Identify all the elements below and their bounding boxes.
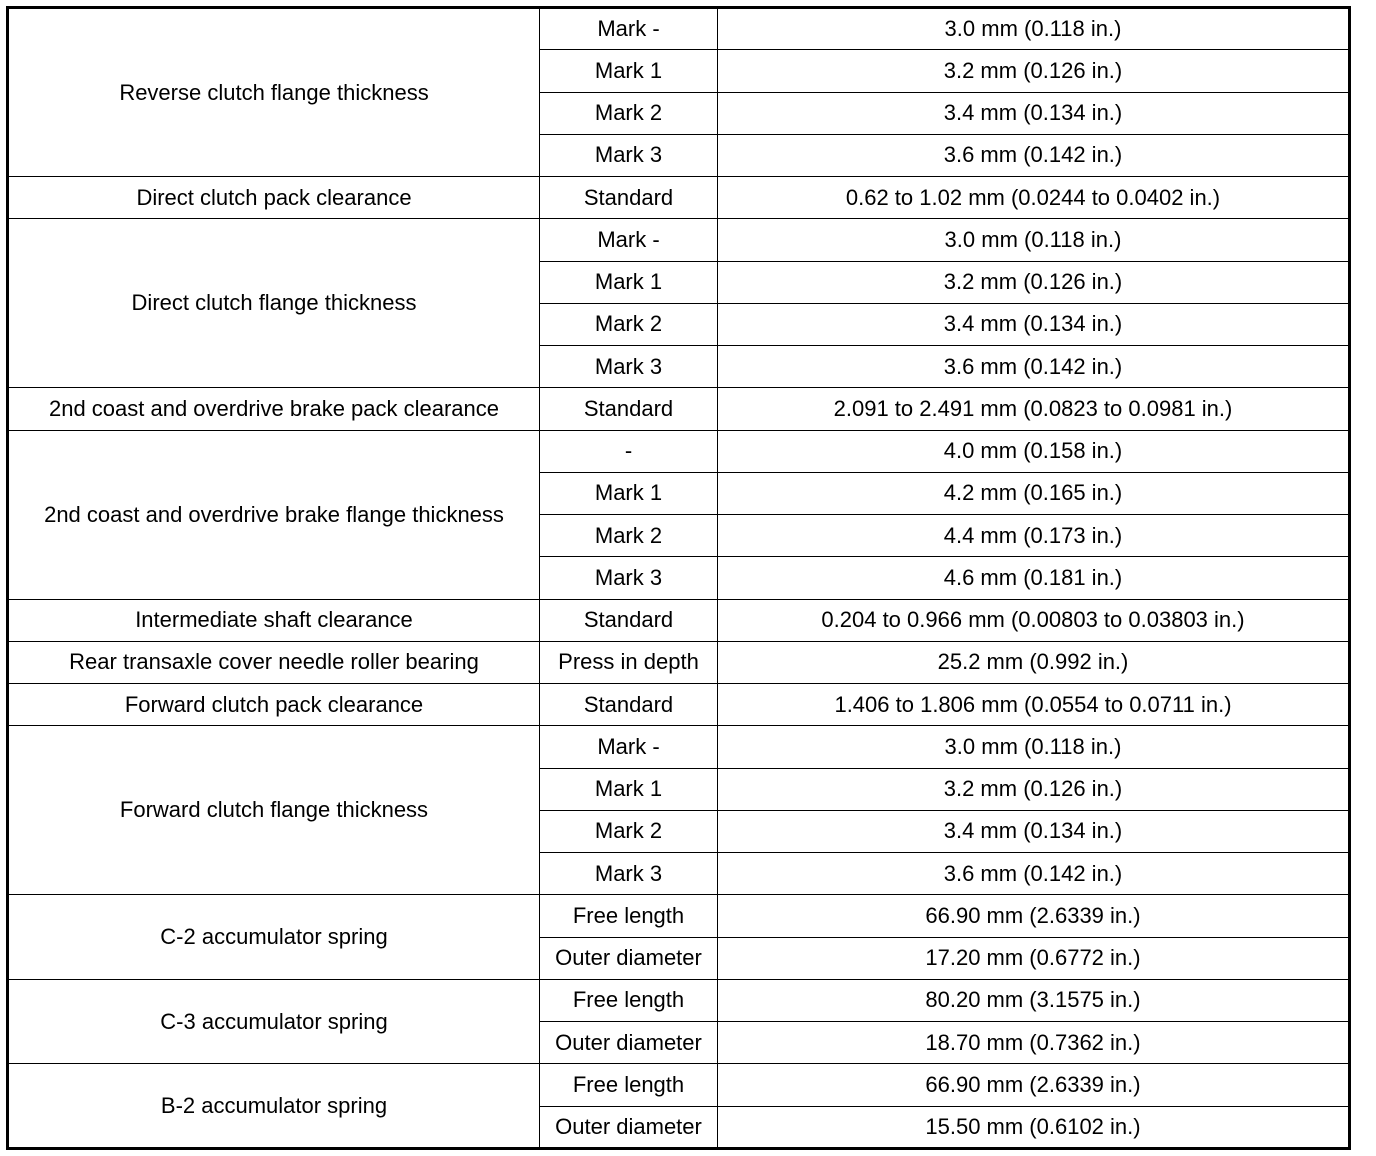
condition-cell: Press in depth xyxy=(540,641,718,683)
value-cell: 66.90 mm (2.6339 in.) xyxy=(718,1064,1350,1106)
value-cell: 15.50 mm (0.6102 in.) xyxy=(718,1106,1350,1149)
value-cell: 4.2 mm (0.165 in.) xyxy=(718,472,1350,514)
value-cell: 3.6 mm (0.142 in.) xyxy=(718,134,1350,176)
value-cell: 0.204 to 0.966 mm (0.00803 to 0.03803 in.) xyxy=(718,599,1350,641)
value-cell: 3.2 mm (0.126 in.) xyxy=(718,50,1350,92)
condition-cell: Mark 3 xyxy=(540,853,718,895)
item-cell: C-2 accumulator spring xyxy=(8,895,540,980)
item-cell: Intermediate shaft clearance xyxy=(8,599,540,641)
value-cell: 3.4 mm (0.134 in.) xyxy=(718,92,1350,134)
table-row xyxy=(8,219,1350,261)
condition-cell: Outer diameter xyxy=(540,1022,718,1064)
condition-cell: Mark 2 xyxy=(540,303,718,345)
condition-cell: Mark 2 xyxy=(540,810,718,852)
table-row xyxy=(8,1064,1350,1106)
condition-cell: Standard xyxy=(540,684,718,726)
table-row xyxy=(8,641,1350,683)
condition-cell: Free length xyxy=(540,895,718,937)
value-cell: 2.091 to 2.491 mm (0.0823 to 0.0981 in.) xyxy=(718,388,1350,430)
table-row xyxy=(8,726,1350,768)
value-cell: 3.2 mm (0.126 in.) xyxy=(718,261,1350,303)
table-row xyxy=(8,388,1350,430)
table-row xyxy=(8,430,1350,472)
value-cell: 3.0 mm (0.118 in.) xyxy=(718,219,1350,261)
condition-cell: Mark 1 xyxy=(540,261,718,303)
item-cell: Direct clutch flange thickness xyxy=(8,219,540,388)
condition-cell: Mark 3 xyxy=(540,557,718,599)
value-cell: 3.0 mm (0.118 in.) xyxy=(718,8,1350,50)
item-cell: Direct clutch pack clearance xyxy=(8,177,540,219)
condition-cell: Mark 2 xyxy=(540,515,718,557)
value-cell: 0.62 to 1.02 mm (0.0244 to 0.0402 in.) xyxy=(718,177,1350,219)
condition-cell: Free length xyxy=(540,979,718,1021)
condition-cell: Mark - xyxy=(540,726,718,768)
item-cell: Reverse clutch flange thickness xyxy=(8,8,540,177)
item-cell: Rear transaxle cover needle roller bearing xyxy=(8,641,540,683)
condition-cell: Outer diameter xyxy=(540,937,718,979)
condition-cell: Mark 3 xyxy=(540,346,718,388)
value-cell: 1.406 to 1.806 mm (0.0554 to 0.0711 in.) xyxy=(718,684,1350,726)
value-cell: 66.90 mm (2.6339 in.) xyxy=(718,895,1350,937)
condition-cell: Mark 1 xyxy=(540,472,718,514)
condition-cell: Mark 2 xyxy=(540,92,718,134)
specification-table xyxy=(6,6,1351,1150)
condition-cell: Mark - xyxy=(540,219,718,261)
specification-table-body xyxy=(8,8,1350,1149)
value-cell: 25.2 mm (0.992 in.) xyxy=(718,641,1350,683)
condition-cell: Mark - xyxy=(540,8,718,50)
value-cell: 3.4 mm (0.134 in.) xyxy=(718,810,1350,852)
item-cell: 2nd coast and overdrive brake pack clearance xyxy=(8,388,540,430)
table-row xyxy=(8,599,1350,641)
condition-cell: Free length xyxy=(540,1064,718,1106)
value-cell: 3.4 mm (0.134 in.) xyxy=(718,303,1350,345)
condition-cell: Standard xyxy=(540,177,718,219)
table-row xyxy=(8,8,1350,50)
condition-cell: Mark 1 xyxy=(540,50,718,92)
table-row xyxy=(8,979,1350,1021)
item-cell: 2nd coast and overdrive brake flange thickness xyxy=(8,430,540,599)
table-row xyxy=(8,895,1350,937)
value-cell: 3.2 mm (0.126 in.) xyxy=(718,768,1350,810)
item-cell: C-3 accumulator spring xyxy=(8,979,540,1064)
condition-cell: Standard xyxy=(540,599,718,641)
condition-cell: - xyxy=(540,430,718,472)
value-cell: 3.0 mm (0.118 in.) xyxy=(718,726,1350,768)
value-cell: 17.20 mm (0.6772 in.) xyxy=(718,937,1350,979)
condition-cell: Mark 1 xyxy=(540,768,718,810)
value-cell: 4.6 mm (0.181 in.) xyxy=(718,557,1350,599)
item-cell: Forward clutch flange thickness xyxy=(8,726,540,895)
value-cell: 3.6 mm (0.142 in.) xyxy=(718,346,1350,388)
condition-cell: Outer diameter xyxy=(540,1106,718,1149)
table-row xyxy=(8,684,1350,726)
item-cell: Forward clutch pack clearance xyxy=(8,684,540,726)
item-cell: B-2 accumulator spring xyxy=(8,1064,540,1149)
condition-cell: Mark 3 xyxy=(540,134,718,176)
value-cell: 3.6 mm (0.142 in.) xyxy=(718,853,1350,895)
value-cell: 80.20 mm (3.1575 in.) xyxy=(718,979,1350,1021)
value-cell: 4.4 mm (0.173 in.) xyxy=(718,515,1350,557)
table-row xyxy=(8,177,1350,219)
condition-cell: Standard xyxy=(540,388,718,430)
value-cell: 18.70 mm (0.7362 in.) xyxy=(718,1022,1350,1064)
value-cell: 4.0 mm (0.158 in.) xyxy=(718,430,1350,472)
